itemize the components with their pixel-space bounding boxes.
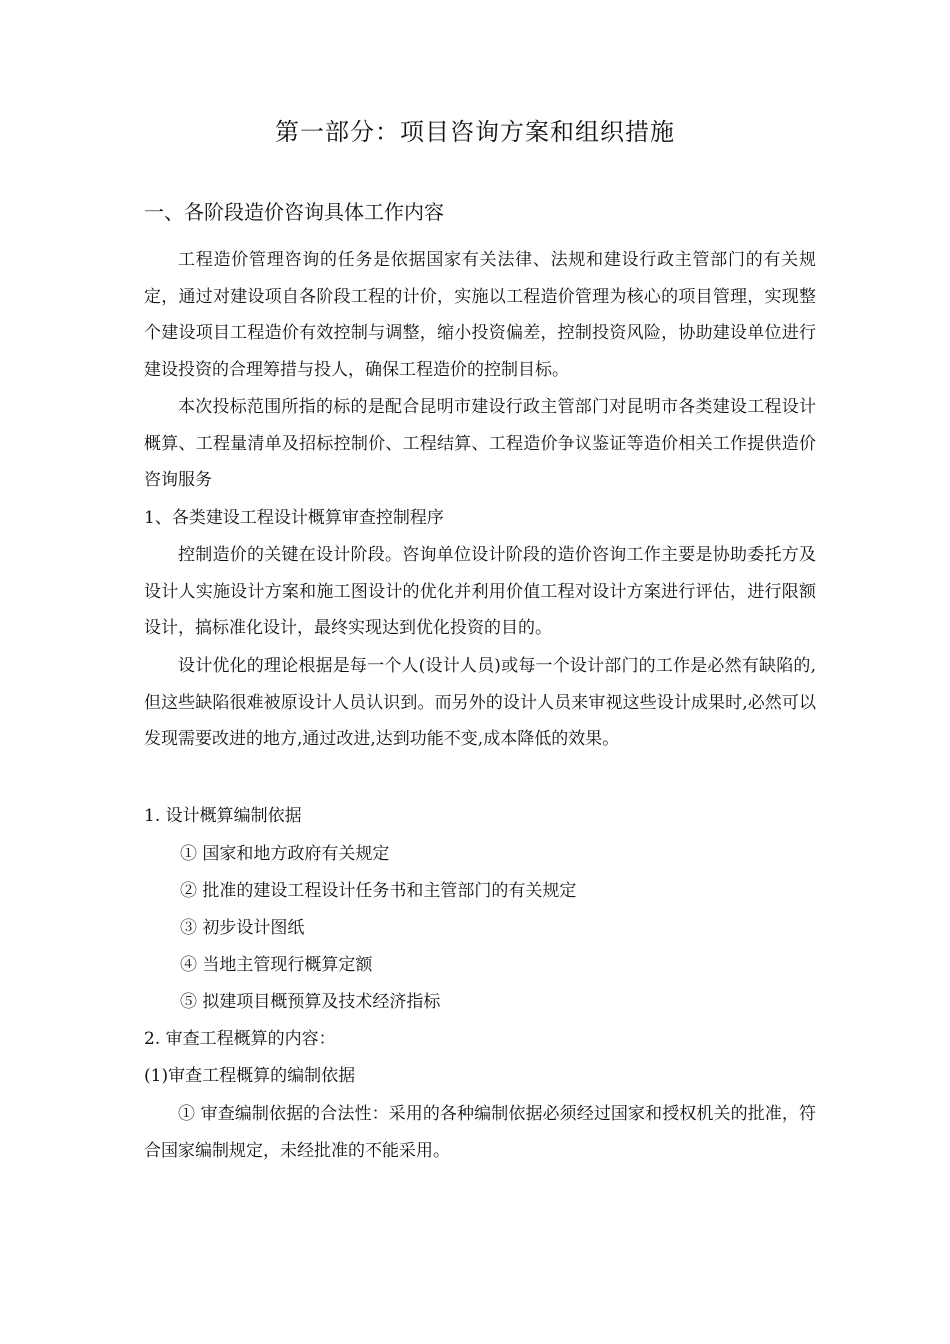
list-item: ④ 当地主管现行概算定额 (180, 955, 373, 975)
paragraph-design-stage: 控制造价的关键在设计阶段。咨询单位设计阶段的造价咨询工作主要是协助委托方及设计人实施设计方案和施工图设计的优化并利用价值工程对设计方案进行评估，进行限额设计，搞标准化设计，最终实现达到优化投资的目的。 (144, 545, 816, 638)
section-heading: 一、各阶段造价咨询具体工作内容 (144, 200, 444, 224)
list-item: ① 国家和地方政府有关规定 (180, 844, 390, 864)
subheading-estimate-basis: 1. 设计概算编制依据 (144, 806, 302, 826)
paragraph-legality: ① 审查编制依据的合法性：采用的各种编制依据必须经过国家和授权机关的批准，符合国家编制规定，未经批准的不能采用。 (144, 1104, 816, 1161)
paragraph-design-optimization: 设计优化的理论根据是每一个人(设计人员)或每一个设计部门的工作是必然有缺陷的,但这些缺陷很难被原设计人员认识到。而另外的设计人员来审视这些设计成果时,必然可以发现需要改进的地方,通过改进,达到功能不变,成本降低的效果。 (144, 656, 816, 749)
list-item: ② 批准的建设工程设计任务书和主管部门的有关规定 (180, 881, 577, 901)
paragraph-scope: 本次投标范围所指的标的是配合昆明市建设行政主管部门对昆明市各类建设工程设计概算、工程量清单及招标控制价、工程结算、工程造价争议鉴证等造价相关工作提供造价咨询服务 (144, 397, 816, 490)
paragraph-task: 工程造价管理咨询的任务是依据国家有关法律、法规和建设行政主管部门的有关规定，通过对建设项自各阶段工程的计价，实施以工程造价管理为核心的项目管理，实现整个建设项目工程造价有效控制与调整，缩小投资偏差，控制投资风险，协助建设单位进行建设投资的合理筹措与投人，确保工程造价的控制目标。 (144, 250, 816, 380)
subheading-review-content: 2. 审查工程概算的内容： (144, 1029, 336, 1049)
subheading-review-procedure: 1、各类建设工程设计概算审查控制程序 (144, 508, 444, 528)
list-item: ⑤ 拟建项目概预算及技术经济指标 (180, 992, 441, 1012)
subheading-review-basis: (1)审查工程概算的编制依据 (144, 1066, 356, 1086)
list-item: ③ 初步设计图纸 (180, 918, 305, 938)
page-title: 第一部分：项目咨询方案和组织措施 (275, 118, 675, 146)
